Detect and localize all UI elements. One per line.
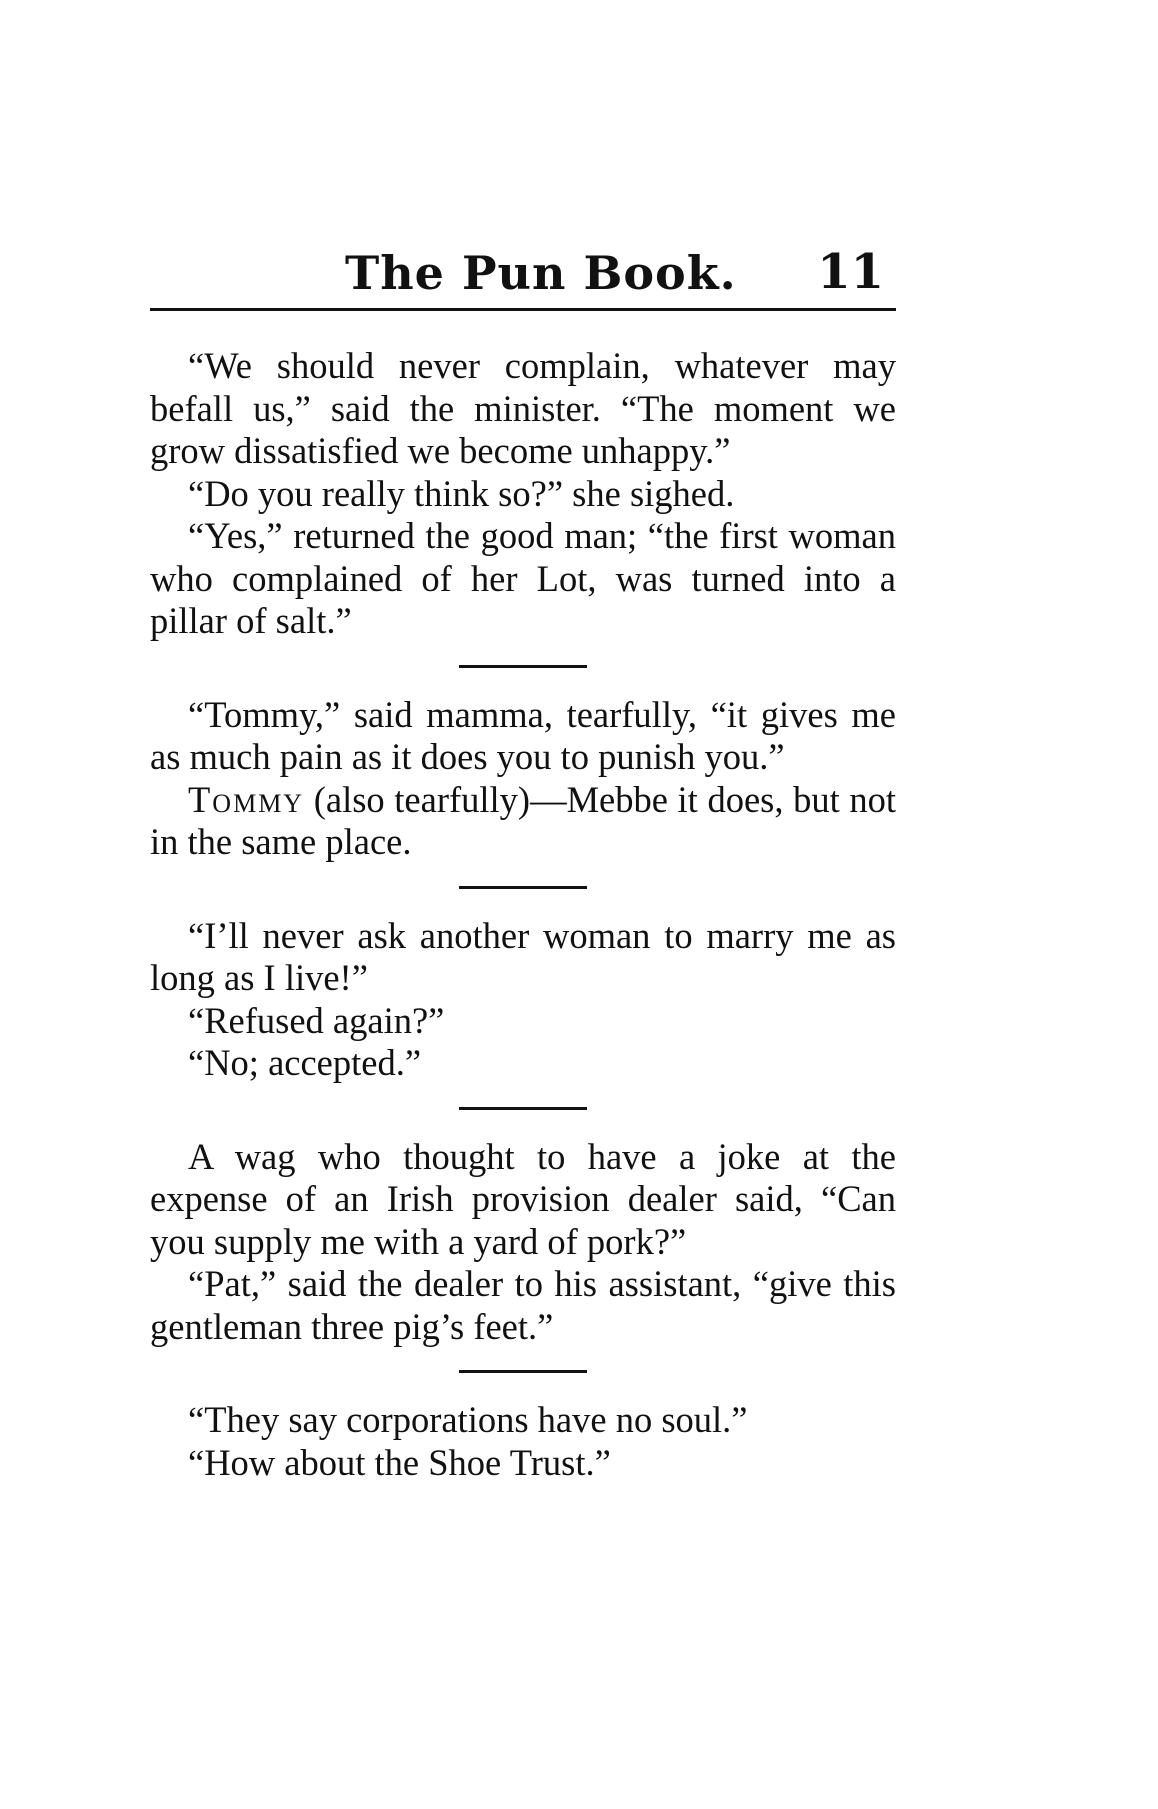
speaker-line: (also tearfully)—Mebbe it does, but not in the same place. xyxy=(150,778,896,862)
section-divider xyxy=(459,1107,587,1110)
paragraph: “They say corporations have no soul.” xyxy=(188,1399,748,1440)
paragraph: A wag who thought to have a joke at the expense of an Irish provision dealer said, “Can you supply me with a yard of pork?” xyxy=(150,1135,896,1262)
paragraph: “Tommy,” said mamma, tearfully, “it gives me as much pain as it does you to punish you.” xyxy=(150,693,896,777)
section-divider xyxy=(459,886,587,889)
book-title: The Pun Book. xyxy=(345,246,737,300)
paragraph: “No; accepted.” xyxy=(188,1042,422,1083)
paragraph: “How about the Shoe Trust.” xyxy=(188,1441,611,1483)
page-body xyxy=(150,345,896,1484)
paragraph: “I’ll never ask another woman to marry me as long as I live!” xyxy=(150,914,896,998)
paragraph: “Pat,” said the dealer to his assistant, “give this gentleman three pig’s feet.” xyxy=(150,1263,896,1347)
paragraph: “Refused again?” xyxy=(188,999,445,1041)
paragraph: “Do you really think so?” she sighed. xyxy=(188,472,735,514)
page-number: 11 xyxy=(817,244,884,300)
running-header xyxy=(150,238,896,311)
section-divider xyxy=(459,665,587,668)
paragraph: “We should never complain, whatever may befall us,” said the minister. “The moment we grow dissatisfied we become unhappy.” xyxy=(150,345,896,471)
paragraph: “Yes,” returned the good man; “the first woman who complained of her Lot, was turned into a pillar of salt.” xyxy=(150,515,896,641)
paragraph xyxy=(150,779,896,864)
section-divider xyxy=(459,1370,587,1373)
speaker-name: Tommy xyxy=(188,778,305,820)
